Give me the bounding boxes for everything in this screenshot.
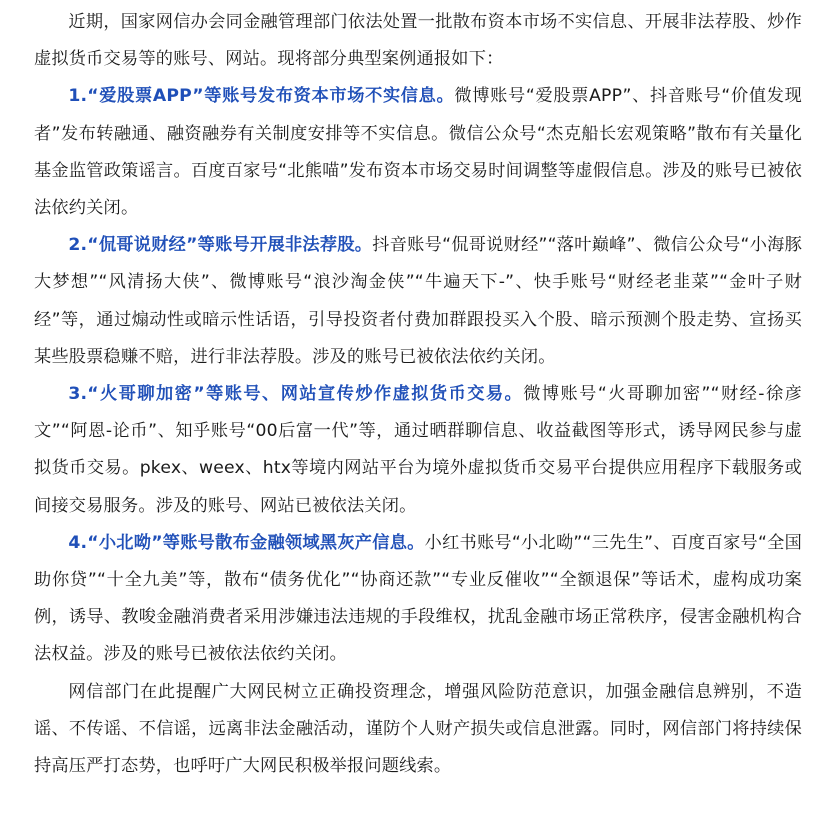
notice-document — [34, 4, 802, 785]
case-3-body: 微博账号“火哥聊加密”“财经-徐彦文”“阿恩-论币”、知乎账号“00后富一代”等，通过晒群聊信息、收益截图等形式，诱导网民参与虚拟货币交易。pkex、weex、htx等境内网站平台为境外虚拟货币交易平台提供应用程序下载服务或间接交易服务。涉及的账号、网站已被依法关闭。 — [34, 384, 802, 516]
case-3-heading: 3.“火哥聊加密”等账号、网站宣传炒作虚拟货币交易。 — [68, 384, 524, 405]
intro-paragraph: 近期，国家网信办会同金融管理部门依法处置一批散布资本市场不实信息、开展非法荐股、炒作虚拟货币交易等的账号、网站。现将部分典型案例通报如下： — [34, 12, 802, 70]
case-4-paragraph — [34, 525, 802, 674]
case-2-paragraph — [34, 227, 802, 376]
case-1-heading: 1.“爱股票APP”等账号发布资本市场不实信息。 — [68, 86, 455, 107]
closing-paragraph: 网信部门在此提醒广大网民树立正确投资理念，增强风险防范意识，加强金融信息辨别，不造谣、不传谣、不信谣，远离非法金融活动，谨防个人财产损失或信息泄露。同时，网信部门将持续保持高压严打态势，也呼吁广大网民积极举报问题线索。 — [34, 681, 802, 777]
case-3-paragraph — [34, 376, 802, 525]
case-1-paragraph — [34, 78, 802, 227]
case-2-heading: 2.“侃哥说财经”等账号开展非法荐股。 — [68, 235, 373, 256]
case-2-body: 抖音账号“侃哥说财经”“落叶巅峰”、微信公众号“小海豚大梦想”“风清扬大侠”、微博账号“浪沙淘金侠”“牛遍天下-”、快手账号“财经老韭菜”“金叶子财经”等，通过煽动性或暗示性话语，引导投资者付费加群跟投买入个股、暗示预测个股走势、宣扬买某些股票稳赚不赔，进行非法荐股。涉及的账号已被依法依约关闭。 — [34, 235, 802, 367]
case-1-body: 微博账号“爱股票APP”、抖音账号“价值发现者”发布转融通、融资融券有关制度安排等不实信息。微信公众号“杰克船长宏观策略”散布有关量化基金监管政策谣言。百度百家号“北熊喵”发布资本市场交易时间调整等虚假信息。涉及的账号已被依法依约关闭。 — [34, 86, 803, 219]
case-4-body: 小红书账号“小北呦”“三先生”、百度百家号“全国助你贷”“十全九美”等，散布“债务优化”“协商还款”“专业反催收”“全额退保”等话术，虚构成功案例，诱导、教唆金融消费者采用涉嫌违法违规的手段维权，扰乱金融市场正常秩序，侵害金融机构合法权益。涉及的账号已被依法依约关闭。 — [34, 532, 802, 665]
case-4-heading: 4.“小北呦”等账号散布金融领域黑灰产信息。 — [68, 532, 425, 553]
